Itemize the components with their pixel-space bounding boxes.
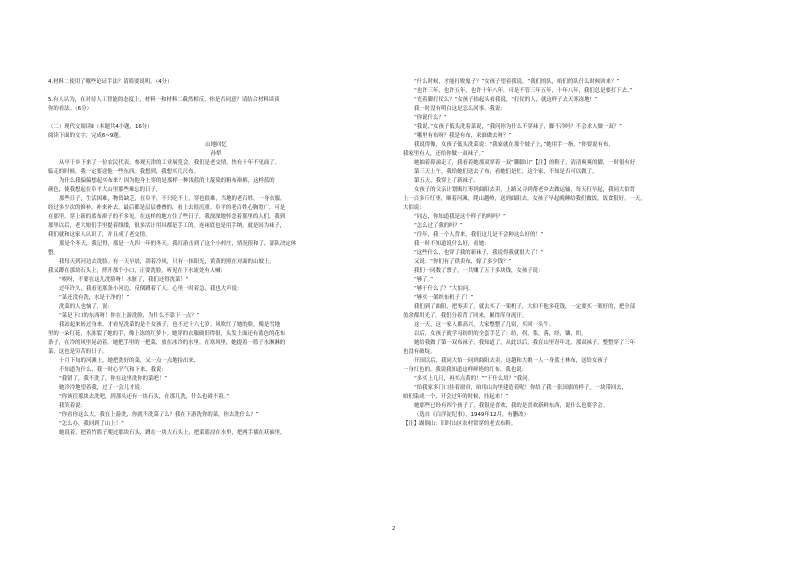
text-line: “什么时候，才能打败鬼子？”女孩子望着我说，“我们的队，咱们的队什么时候回来？” xyxy=(414,79,620,85)
text-line: 颜色，使我想起在阜平大山里那些难忘的日子， xyxy=(48,187,162,193)
text-line: 5.有人认为，在对待人工智能的态度上，材料一和材料二截然相反。你是否同意？请结合材料谈谈 xyxy=(48,97,280,103)
text-line: “光着脚打仗么？”女孩子抬起头看我说，“打仗的人，就这样子去天寒冻地！” xyxy=(414,97,598,103)
text-line: “够干什么了？”大伯问， xyxy=(414,286,474,292)
text-line: 我一时不知道说什么好，看她： xyxy=(414,241,490,247)
text-line: 上一百多斤红枣，顺着河滩，爬山越岭，送到曲阳去。女孩子早起晚睡给我们做饭，饭食很好。一天， xyxy=(403,196,646,202)
text-line: 她给我做了第一双布袜子，我知道了，从此以后，我在山里青年北，那双袜子，整整穿了三年 xyxy=(414,340,636,346)
text-line: 我一时没有明白这是怎么回事，我说： xyxy=(414,106,506,112)
text-line: 在那里，穿上新的蓝布褂子的不多见。在这样的地方住了些日子，我深深地怀念着那里的人们，我到 xyxy=(48,214,286,220)
text-line: 你的看法。（6分） xyxy=(48,106,92,112)
text-line: 经过多少次的修补，补来补去，最后都是层层叠叠的，看上去很沉重。阜平的老百姓心胸宽广，可是 xyxy=(48,205,286,211)
text-line: 大伯说： xyxy=(403,205,425,211)
text-line: “菜还没有洗，水是干净的！” xyxy=(59,295,130,301)
text-line: 那里以后，老大娘们手里提着线缕，很多活计用具都是手工的。连袜底也是用手纳，就是因为袜子， xyxy=(48,223,286,229)
text-line: （选自《白洋淀纪事》，1949年12月，有删改） xyxy=(414,412,529,418)
text-line: 女孩子的父亲计划贩红枣到曲阳去卖，上路又寻到帮老乡去做运输，每天打早起，我同大伯背 xyxy=(414,187,636,193)
text-line: 她那些已经有四个孩子了，我很是喜欢，我的是喜欢新鲜东西，说什么也要学会。 xyxy=(414,403,609,409)
text-line: 我每天到河边去洗脸。有一天早晨，刮着冷风，只有一抹阳光，黄黄的照在对面的山坡上。 xyxy=(59,259,275,265)
text-line: 盈余都用光了。我们分着背了回来，累得浑身流汗。 xyxy=(403,313,527,319)
text-line: 4.材料二使用了哪些论证手法？请简要说明。（4分） xyxy=(48,79,173,85)
text-line xyxy=(48,87,384,96)
text-line: 那是个冬天，我记得，那是一九四一年的冬天。我打游击到了这个小村庄，情况很和了，部队决定休 xyxy=(59,241,297,247)
text-line: 以后，女孩子就学习纺织的全套手艺了：纺，拐，浆，落，经，镶，织。 xyxy=(414,331,587,337)
text-line: 第五天，我穿上了新袜子。 xyxy=(414,178,479,184)
text-line: “也许三年，也许五年，也许十年八年，可是不管三年五年，十年八年，我们总是要打下去。” xyxy=(414,88,633,94)
text-line: 里的一朵红花，水冻裂了她的手，像上冻的红萝卜。她穿的衣服破旧得很，头发上面还有蓝色的花布 xyxy=(48,331,286,337)
text-line: 整。 xyxy=(48,250,59,256)
text-line: 一身红色的。我说我知道这样鲜艳的红布，我也说： xyxy=(403,367,527,373)
text-line: 从早于乡下来了一位农民代表，参观天津的工业展览会。我们是老交情，快有十年不见面了。 xyxy=(59,160,281,166)
text-line: 十月下旬的河滩上，她把洗好的菜，又一点一点地捡出来， xyxy=(59,358,200,364)
text-line: 山地回忆 xyxy=(205,142,227,148)
text-line: “够买一架织布机子了！” xyxy=(414,295,474,301)
right-column xyxy=(403,78,748,429)
text-line: “你该往那块去洗吧，到那头还有一块石头，在那儿洗，什么也碍不着。” xyxy=(59,394,229,400)
text-line: “怎么办，我回到了山上！” xyxy=(59,421,124,427)
text-line: “唉呀，不要在这儿洗脸呀！水脏了，我们还得洗菜！” xyxy=(59,277,189,283)
text-line: 临走的时候，我一定要送他一些东西。我想到，我想买几尺布。 xyxy=(48,169,199,175)
text-line xyxy=(48,114,384,123)
text-line: “我说，”女孩子低头洗着菜说，“我问你为什么不穿袜子，脚不冷吗？不会求人做一双？” xyxy=(414,124,622,130)
text-line: 我站起来转过身来，才看见洗菜的是个女孩子，也不过十六七岁。风吹红了她的脸，像是雪地 xyxy=(59,322,281,328)
text-line: 为什么我偏偏想起买布来？因为他身上穿的是那样一种浅蓝的土靛染的粗布褂裤，这样蓝的 xyxy=(59,178,275,184)
text-line: 【注】踢倒山：旧时山区农村常穿的老式布鞋。 xyxy=(403,421,517,427)
text-line: 阅读下面的文字，完成6~9题。 xyxy=(48,133,125,139)
text-line: “哪里有布呀？我是有布，求谁做去呀？” xyxy=(414,133,512,139)
text-line: 又说：“你们有了供卖布，嫁了多少钱？” xyxy=(414,259,512,265)
text-line: “我错了，我不洗了，你在这里洗你的菜吧！” xyxy=(59,376,168,382)
text-line: “这些什么，也穿了我的新袜子，我说得我就很大了！” xyxy=(414,250,544,256)
text-line: 不知道为什么，我一时心平气和下来，我说： xyxy=(59,367,167,373)
text-line: 我们一同数了票子，一共赚了五千多块钱，女孩子说： xyxy=(414,268,544,274)
text-line: “给我家多门口挂着窗帘，咱用山沟里建造着呢！你给了我一张国旗的样子，一块带回去， xyxy=(414,385,628,391)
text-line: 我说得像，女孩子低头洗菜说：“我家就在那个坡子上，”她用手一指，“你要说有布， xyxy=(414,142,614,148)
text-line: 菜，这也是穷苦的日子。 xyxy=(48,349,108,355)
text-line: 我又蹲在那块石头上，捋开那个小口，正要洗脸，听见在下水流处有人喊： xyxy=(48,268,226,274)
left-column xyxy=(48,78,384,438)
text-line: 这一天，这一家人都高兴，大家整整了几宿，买回一头牛。 xyxy=(414,322,555,328)
text-line: 洗菜的人也恼了，说： xyxy=(59,304,113,310)
page-number: 2 xyxy=(392,526,396,532)
text-line: 我们到了曲阳，把枣卖了，就去买了一架机子，大伯不他多花钱，一定要买一架好的，把全部 xyxy=(414,304,636,310)
text-line: 过年许久，我看见那条小河边，反倒蹲着了人。心里一时着急，我也大声说： xyxy=(59,286,243,292)
text-line: “够了。” xyxy=(414,277,434,283)
text-line: 第三天上午，我给她们送去了布，看她们是忙，这个家，不知是否可以做了。 xyxy=(414,169,598,175)
text-line: 开国以后，我同大伯一同到曲阳去卖，这趟和大娘一人一身蓝土林布，送给女孩子 xyxy=(414,358,609,364)
text-line: 我家里有人，还给你做一双袜子。” xyxy=(403,151,484,157)
text-line: （二）现代文阅读Ⅱ（本题共4小题，16分） xyxy=(48,124,153,130)
text-line: 她冷冷地望着我，过了一会儿才说： xyxy=(59,385,146,391)
text-line: “多买上几尺，再买点黄的！”“干什么用？”我问。 xyxy=(414,376,533,382)
text-line: 孙犁 xyxy=(210,151,222,157)
text-line: 条子，在冷的风里晃动着。她把手里的一把菜，放在冰冷的水里。在寒风里，她提着一篮子水淋淋的 xyxy=(48,340,286,346)
text-line: “你说什么？” xyxy=(414,115,447,121)
text-line: 她说着，把着竹篮子爬过那块石头，蹲在一块大石头上，把菜篮浸在水里，把两手插在袄袖里， xyxy=(59,430,286,436)
text-line: “同志，你知道我是这个样子的吗吗？” xyxy=(414,214,506,220)
text-line: “怎么过了我的吗？” xyxy=(414,223,463,229)
text-line: 我们就和这家人认识了，并且成了老交情。 xyxy=(48,232,151,238)
text-line: “往年，我一个人背来，我们这儿是不会种这么好的！” xyxy=(414,232,544,238)
text-line: 那些日子，生活困难，物资缺乏，在阜平，不只吃不上，穿也很难，当地的老百姓，一身衣服， xyxy=(59,196,286,202)
text-line: “菜是下口的东西呀！你在上游洗脸，为什么不靠下一点？” xyxy=(59,313,200,319)
text-line: 她抽着鼻涕走了，我看着她那双穿着一双“雞脚山”【注】的鞋子，清清爽爽的脚，一时很有好 xyxy=(414,160,636,166)
text-line: 我笑着说： xyxy=(59,403,86,409)
text-line: 也没有破绽。 xyxy=(403,349,436,355)
text-line: “你看你这么大，我在上游洗，你就不洗菜了么？我在下游洗你的菜，你去洗什么？” xyxy=(59,412,259,418)
text-line: 咱们染成一个，开会过年的时候，挂起来！” xyxy=(403,394,509,400)
